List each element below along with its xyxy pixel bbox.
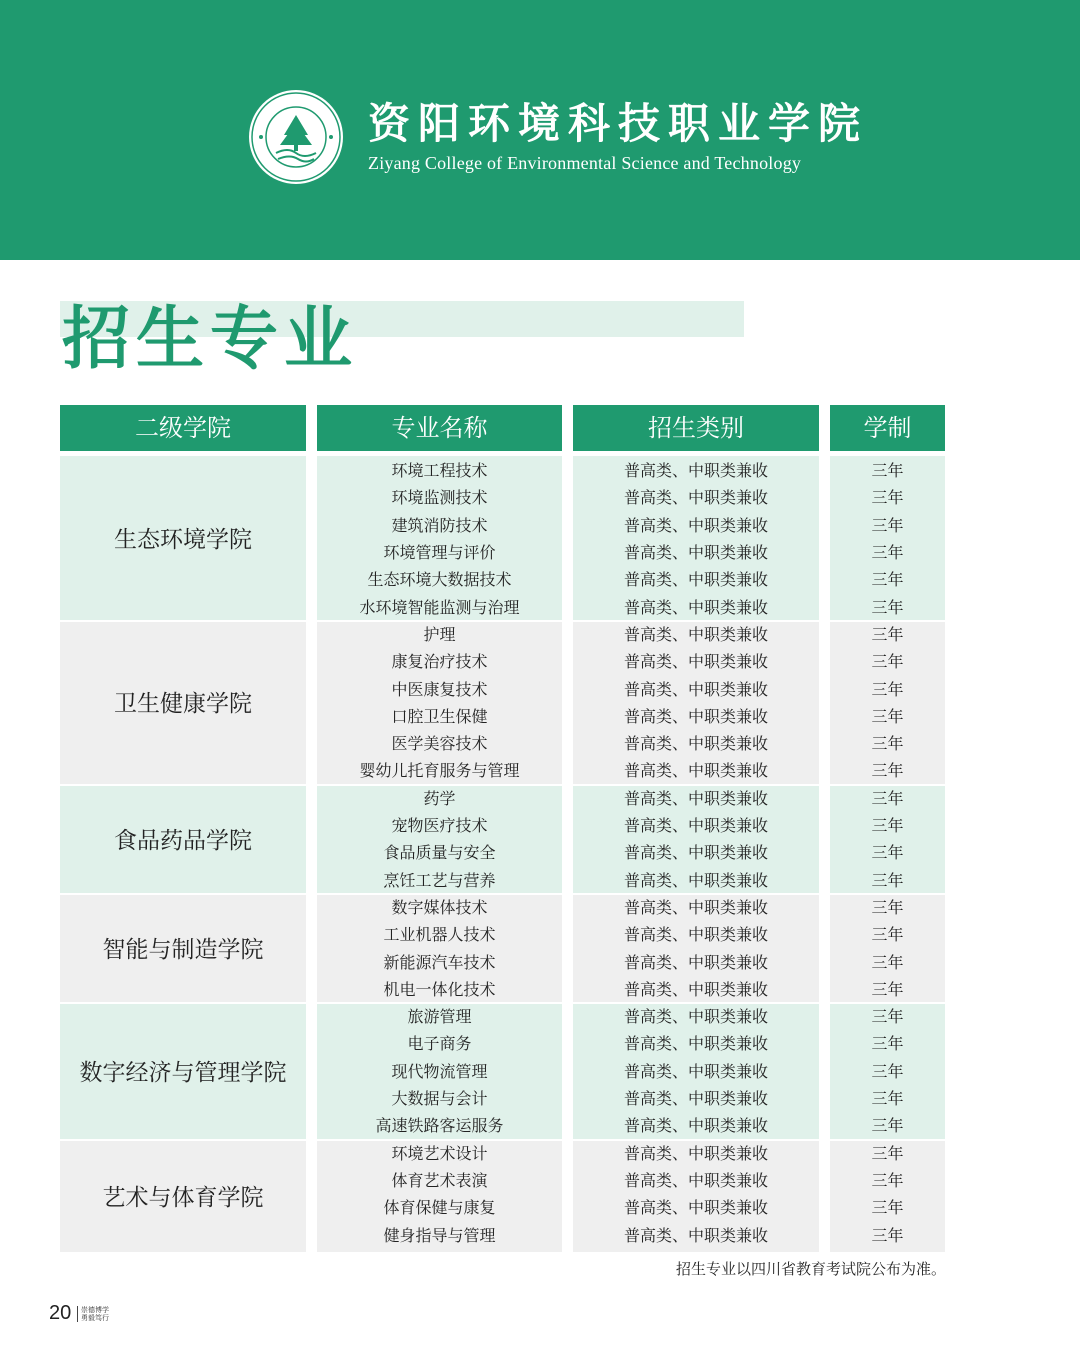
major-name-cell: 康复治疗技术 [391,652,488,672]
major-name-cell: 旅游管理 [407,1007,472,1027]
duration-cell: 三年 [871,734,904,754]
header-col-major: 专业名称 [317,405,562,451]
major-name-cell: 婴幼儿托育服务与管理 [359,761,520,781]
duration-cell: 三年 [871,925,904,945]
header-col-duration: 学制 [830,405,945,451]
major-name-cell: 机电一体化技术 [383,979,496,999]
category-cell: 普高类、中职类兼收 [623,1225,768,1245]
major-name-cell: 烹饪工艺与营养 [383,870,496,890]
duration-cell: 三年 [871,515,904,535]
duration-cell: 三年 [871,706,904,726]
college-cell: 卫生健康学院 [114,691,252,718]
major-name-cell: 食品质量与安全 [383,843,496,863]
major-name-cell: 环境监测技术 [391,488,488,508]
major-name-cell: 现代物流管理 [391,1061,488,1081]
duration-cell: 三年 [871,570,904,590]
category-cell: 普高类、中职类兼收 [623,816,768,836]
duration-cell: 三年 [871,870,904,890]
category-cell: 普高类、中职类兼收 [623,1034,768,1054]
duration-cell: 三年 [871,597,904,617]
major-name-cell: 新能源汽车技术 [383,952,496,972]
category-cell: 普高类、中职类兼收 [623,925,768,945]
duration-cell: 三年 [871,1198,904,1218]
major-name-cell: 水环境智能监测与治理 [359,597,520,617]
category-cell: 普高类、中职类兼收 [623,1007,768,1027]
major-name-cell: 宠物医疗技术 [391,816,488,836]
major-name-cell: 生态环境大数据技术 [367,570,512,590]
duration-cell: 三年 [871,843,904,863]
duration-cell: 三年 [871,488,904,508]
major-name-cell: 大数据与会计 [391,1089,488,1109]
duration-cell: 三年 [871,1170,904,1190]
duration-cell: 三年 [871,1061,904,1081]
duration-cell: 三年 [871,897,904,917]
college-cell: 生态环境学院 [114,527,252,554]
category-cell: 普高类、中职类兼收 [623,1061,768,1081]
category-cell: 普高类、中职类兼收 [623,488,768,508]
college-cell: 艺术与体育学院 [102,1184,264,1211]
category-cell: 普高类、中职类兼收 [623,679,768,699]
college-cell: 食品药品学院 [114,827,252,854]
category-cell: 普高类、中职类兼收 [623,1170,768,1190]
category-cell: 普高类、中职类兼收 [623,1089,768,1109]
duration-cell: 三年 [871,679,904,699]
category-cell: 普高类、中职类兼收 [623,870,768,890]
category-cell: 普高类、中职类兼收 [623,570,768,590]
duration-cell: 三年 [871,1116,904,1136]
major-name-cell: 口腔卫生保健 [391,706,488,726]
category-cell: 普高类、中职类兼收 [623,706,768,726]
duration-cell: 三年 [871,979,904,999]
major-name-cell: 药学 [423,788,456,808]
category-cell: 普高类、中职类兼收 [623,897,768,917]
duration-cell: 三年 [871,761,904,781]
duration-cell: 三年 [871,1034,904,1054]
duration-cell: 三年 [871,543,904,563]
category-cell: 普高类、中职类兼收 [623,788,768,808]
major-name-cell: 体育保健与康复 [383,1198,496,1218]
major-name-cell: 数字媒体技术 [391,897,488,917]
category-cell: 普高类、中职类兼收 [623,597,768,617]
category-cell: 普高类、中职类兼收 [623,952,768,972]
category-cell: 普高类、中职类兼收 [623,515,768,535]
category-cell: 普高类、中职类兼收 [623,843,768,863]
duration-cell: 三年 [871,952,904,972]
major-name-cell: 高速铁路客运服务 [375,1116,504,1136]
major-name-cell: 护理 [423,624,456,644]
category-cell: 普高类、中职类兼收 [623,624,768,644]
page-number-divider [77,1306,78,1322]
duration-cell: 三年 [871,461,904,481]
category-cell: 普高类、中职类兼收 [623,652,768,672]
page-number: 20 [49,1302,72,1324]
header-col-category: 招生类别 [573,405,819,451]
duration-cell: 三年 [871,1089,904,1109]
category-cell: 普高类、中职类兼收 [623,1116,768,1136]
category-cell: 普高类、中职类兼收 [623,734,768,754]
duration-cell: 三年 [871,1143,904,1163]
duration-cell: 三年 [871,1225,904,1245]
college-cell: 智能与制造学院 [102,936,264,963]
page-title: 招生专业 [62,300,359,379]
major-name-cell: 环境艺术设计 [391,1143,488,1163]
major-name-cell: 中医康复技术 [391,679,488,699]
college-name-chinese: 资阳环境科技职业学院 [368,99,869,148]
major-name-cell: 电子商务 [407,1034,472,1054]
header-banner [0,0,1080,260]
major-name-cell: 建筑消防技术 [391,515,488,535]
college-name-english: Ziyang College of Environmental Science and Technology [368,153,802,173]
duration-cell: 三年 [871,788,904,808]
major-name-cell: 医学美容技术 [391,734,488,754]
category-cell: 普高类、中职类兼收 [623,1143,768,1163]
category-cell: 普高类、中职类兼收 [623,761,768,781]
major-name-cell: 环境工程技术 [391,461,488,481]
duration-cell: 三年 [871,816,904,836]
header-col-college: 二级学院 [60,405,306,451]
duration-cell: 三年 [871,624,904,644]
duration-cell: 三年 [871,1007,904,1027]
major-name-cell: 环境管理与评价 [383,543,496,563]
college-motto: 崇德博学 勇毅笃行 [81,1306,109,1322]
college-seal-logo [248,89,344,185]
category-cell: 普高类、中职类兼收 [623,1198,768,1218]
category-cell: 普高类、中职类兼收 [623,461,768,481]
college-cell: 数字经济与管理学院 [79,1059,287,1086]
major-name-cell: 工业机器人技术 [383,925,496,945]
major-name-cell: 健身指导与管理 [383,1225,496,1245]
duration-cell: 三年 [871,652,904,672]
category-cell: 普高类、中职类兼收 [623,543,768,563]
major-name-cell: 体育艺术表演 [391,1170,488,1190]
category-cell: 普高类、中职类兼收 [623,979,768,999]
footnote: 招生专业以四川省教育考试院公布为准。 [675,1260,946,1278]
